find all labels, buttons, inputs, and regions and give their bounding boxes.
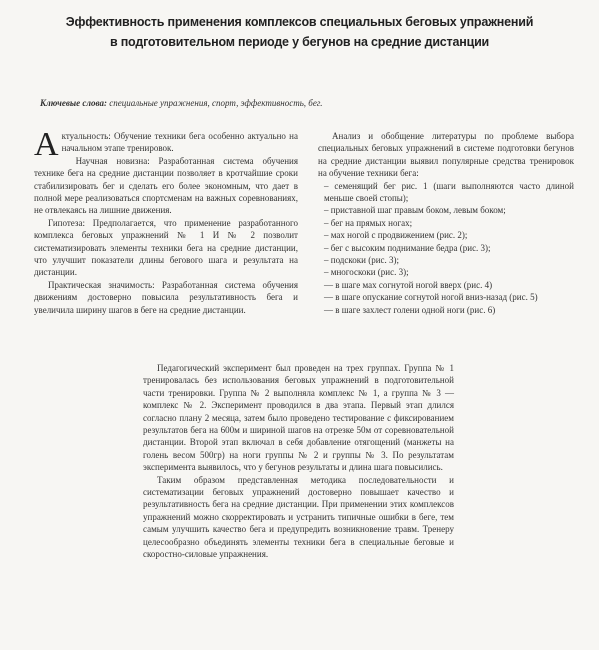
list-item: — в шаге опускание согнутой ногой вниз-назад (рис. 5) bbox=[324, 292, 538, 303]
right-column bbox=[318, 130, 574, 316]
list-item: — в шаге захлест голени одной ноги (рис. 6) bbox=[324, 304, 496, 315]
list-item: – многоскоки (рис. 3); bbox=[324, 267, 409, 278]
drop-cap: А bbox=[34, 126, 59, 163]
title-line-2: в подготовительном периоде у бегунов на средние дистанции bbox=[109, 35, 490, 49]
experiment-section bbox=[143, 362, 454, 561]
list-item: – подскоки (рис. 3); bbox=[324, 255, 400, 266]
keywords-text: специальные упражнения, спорт, эффективность, бег. bbox=[109, 98, 323, 108]
list-item: – мах ногой с продвижением (рис. 2); bbox=[324, 230, 468, 241]
relevance-text: ктуальность: Обучение техники бега особенно актуально на начальном этапе тренировок. bbox=[61, 131, 298, 154]
left-column bbox=[34, 126, 298, 316]
exercise-list bbox=[318, 180, 574, 316]
experiment-paragraph: Педагогический эксперимент был проведен на трех группах. Группа № 1 тренировалась без использования беговых упражнений в подготовительной части тренировки. Группа № 2 выполняла комплекс № 1, а группа № 3 — комплекс № 2. Эксперимент проводился в два этапа. Первый этап длился согласно плану 2 месяца, затем было проведено тестирование с фиксированием результатов бега на 600м и шириной шагов на отрезке 50м от соревновательной дистанции. Второй этап включал в себя добавление отягощений (манжеты на голень весом 500гр) на ноги группы № 2 и группы № 3. По результатам эксперимента выявилось, что у бегунов результаты и длина шага повысились. bbox=[143, 363, 454, 473]
conclusion-paragraph: Таким образом представленная методика последовательности и систематизации беговых упражнений достоверно повышает качество и результативность бега на средние дистанции. При применении этих комплексов упражнений можно скорректировать и устранить типичные ошибки в беге, тем самым улучшить качество бега и предупредить возникновение травм. Тренеру целесообразно объединять элементы техники бега в специальные беговые и скоростно-силовые упражнения. bbox=[143, 474, 454, 560]
article-title bbox=[40, 12, 559, 52]
significance-paragraph: Практическая значимость: Разработанная система обучения движениям достоверно повысила результативность бега и увеличила ширину шагов в беге на средние дистанции. bbox=[34, 279, 298, 315]
analysis-intro: Анализ и обобщение литературы по проблеме выбора специальных беговых упражнений в системе подготовки бегунов на средние дистанции выявил популярные средства тренировок на обучение техники бега: bbox=[318, 131, 574, 179]
list-item: — в шаге мах согнутой ногой вверх (рис. 4) bbox=[324, 279, 493, 290]
list-item: – семенящий бег рис. 1 (шаги выполняются часто длиной меньше своей стопы); bbox=[324, 180, 574, 204]
relevance-paragraph bbox=[34, 126, 298, 163]
title-line-1: Эффективность применения комплексов специальных беговых упражнений bbox=[65, 15, 534, 29]
list-item: – приставной шаг правым боком, левым боком; bbox=[324, 205, 506, 216]
keywords-line bbox=[40, 98, 322, 108]
hypothesis-paragraph: Гипотеза: Предполагается, что применение разработанного комплекса беговых упражнений № 1 И № 2 позволит систематизировать элементы техники бега на средние дистанции, что улучшит показатели длины бегового шага и результата на дистанции. bbox=[34, 217, 298, 278]
list-item: – бег на прямых ногах; bbox=[324, 217, 413, 228]
novelty-paragraph: Научная новизна: Разработанная система обучения технике бега на средние дистанции позволяет в кротчайшие сроки стабилизировать бег и сделать его более экономным, что дает в полной мере реализоваться спортсменам на важных соревнованиях, не отвлекаясь на лишние движения. bbox=[34, 155, 298, 216]
keywords-label: Ключевые слова: bbox=[40, 98, 107, 108]
list-item: – бег с высоким поднимание бедра (рис. 3); bbox=[324, 242, 491, 253]
